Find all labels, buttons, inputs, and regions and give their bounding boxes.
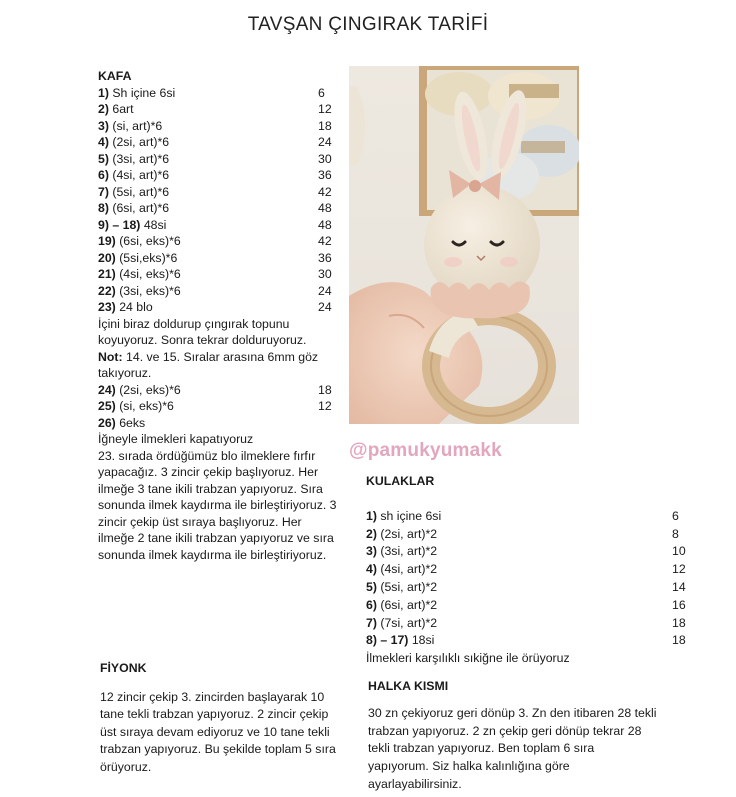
row-number: 6) (98, 168, 109, 182)
stitch-count: 36 (318, 168, 332, 182)
stitch-count: 18 (318, 382, 332, 397)
stitch-count: 30 (318, 151, 332, 166)
row-number: 1) (366, 508, 377, 523)
stitch-count: 24 (318, 300, 332, 314)
instagram-handle: @pamukyumakk (349, 440, 502, 461)
row-instruction: (2si, art)*6 (112, 135, 170, 149)
pattern-row (98, 151, 338, 168)
stitch-count: 18 (672, 615, 686, 630)
kafa-rows (98, 85, 338, 316)
stitch-count: 30 (318, 267, 332, 281)
kafa-section (98, 68, 338, 563)
row-instruction: 48si (143, 217, 167, 232)
stitch-count: 24 (318, 283, 332, 298)
row-instruction: (5si, art)*6 (112, 184, 170, 199)
row-number: 25) (98, 399, 116, 413)
pattern-row (366, 597, 686, 615)
pattern-row (98, 233, 338, 250)
pattern-row (366, 543, 686, 561)
pattern-row (98, 184, 338, 201)
row-number: 2) (366, 526, 377, 541)
row-number: 8) (98, 201, 109, 215)
row-instruction: (6si, eks)*6 (119, 234, 181, 248)
row-number: 26) (98, 415, 116, 430)
row-instruction: (4si, art)*6 (112, 168, 170, 182)
stitch-count: 12 (318, 399, 332, 413)
stitch-count (318, 415, 338, 432)
stitch-count: 36 (318, 250, 332, 265)
row-number: 8) – 17) (366, 633, 409, 648)
row-instruction: 18si (411, 633, 435, 648)
stitch-count: 16 (672, 597, 686, 612)
halka-text: 30 zn çekiyoruz geri dönüp 3. Zn den itibaren 28 tekli trabzan yapıyoruz. 2 zn çekip geri dönüp tekrar 28 tekli trabzan yapıyoruz. Ben toplam 6 sıra yapıyorum. Siz halka kalınlığına göre ayarlayabilirsiniz. (368, 705, 657, 791)
stitch-count: 10 (672, 544, 686, 559)
fiyonk-text: 12 zincir çekip 3. zincirden başlayarak 10 tane tekli trabzan yapıyoruz. 2 zincir çekip üst sıraya devam ediyoruz ve 10 tane tekli trabzan yapıyoruz. Bu şekilde toplam 5 sıra örüyoruz. (100, 689, 336, 774)
stitch-count: 6 (672, 508, 679, 523)
row-instruction: (6si, art)*6 (112, 201, 170, 215)
halka-section (368, 678, 658, 794)
row-number: 7) (366, 615, 377, 630)
stitch-count: 6 (318, 85, 325, 100)
pattern-row (98, 200, 338, 217)
pattern-row (366, 508, 686, 526)
pattern-row (366, 526, 686, 544)
row-number: 6) (366, 597, 377, 612)
row-number: 23) (98, 300, 116, 314)
row-instruction: Sh içine 6si (112, 85, 176, 100)
pattern-row (98, 398, 338, 415)
pattern-row (98, 118, 338, 135)
pattern-row (98, 101, 338, 118)
fill-note: İçini biraz doldurup çıngırak topunu koyuyoruz. Sonra tekrar dolduruyoruz. (98, 316, 307, 347)
row-instruction: (5si, art)*2 (380, 579, 438, 594)
row-instruction: (6si, art)*2 (380, 597, 438, 612)
row-number: 2) (98, 102, 109, 116)
bunny-rattle-illustration (349, 66, 579, 424)
row-instruction: (2si, art)*2 (380, 526, 438, 541)
row-number: 1) (98, 85, 109, 100)
fiyonk-section (100, 660, 340, 776)
pattern-row (98, 217, 338, 234)
row-instruction: 6eks (119, 415, 146, 430)
row-number: 19) (98, 234, 116, 248)
kulaklar-section (366, 473, 686, 668)
row-instruction: (4si, eks)*6 (119, 267, 181, 281)
row-instruction: (4si, art)*2 (380, 562, 438, 577)
kulaklar-rows (366, 508, 686, 650)
bunny-rattle-photo (349, 66, 579, 424)
pattern-row (98, 85, 338, 102)
kulaklar-closing: İlmekleri karşılıklı sıkiğne ile örüyoruz (366, 651, 570, 666)
stitch-count: 48 (318, 217, 332, 232)
page-title: TAVŞAN ÇINGIRAK TARİFİ (247, 14, 489, 35)
pattern-row (98, 382, 338, 399)
row-number: 9) – 18) (98, 217, 141, 232)
stitch-count: 24 (318, 135, 332, 149)
row-instruction: 24 blo (119, 300, 153, 314)
stitch-count: 8 (672, 526, 679, 541)
pattern-row (98, 415, 338, 432)
row-number: 3) (366, 544, 377, 559)
frill-instructions: 23. sırada ördüğümüz blo ilmeklere fırfır yapacağız. 3 zincir çekip başlıyoruz. Her ilmeğe 3 tane ikili trabzan yapıyoruz. Sıra sonunda ilmek kaydırma ile birleştiriyoruz. 3 zincir çekip üst sıraya başlıyoruz. Her ilmeğe 2 tane ikili trabzan yapıyoruz ve sıra sonunda ilmek kaydırma ile birleştiriyoruz. (98, 448, 337, 562)
row-instruction: (5si,eks)*6 (119, 250, 178, 265)
stitch-count: 18 (318, 118, 332, 133)
stitch-count: 18 (672, 633, 686, 648)
row-instruction: (3si, art)*6 (112, 151, 170, 166)
row-instruction: (2si, eks)*6 (119, 382, 181, 397)
row-instruction: (3si, art)*2 (380, 544, 438, 559)
row-instruction: 6art (112, 102, 134, 116)
stitch-count: 12 (318, 102, 332, 116)
pattern-row (98, 283, 338, 300)
kafa-rows-2 (98, 382, 338, 432)
not-text: 14. ve 15. Sıralar arasına 6mm göz takıyoruz. (98, 349, 319, 380)
halka-heading: HALKA KISMI (368, 679, 449, 693)
row-number: 24) (98, 382, 116, 397)
stitch-count: 12 (672, 562, 686, 577)
pattern-row (366, 632, 686, 650)
row-instruction: (3si, eks)*6 (119, 283, 181, 298)
fiyonk-heading: FİYONK (100, 661, 147, 675)
pattern-row (98, 134, 338, 151)
pattern-row (366, 579, 686, 597)
stitch-count: 14 (672, 579, 686, 594)
row-number: 4) (366, 562, 377, 577)
row-number: 7) (98, 184, 109, 199)
stitch-count: 42 (318, 234, 332, 248)
row-instruction: (si, eks)*6 (119, 399, 174, 413)
row-number: 3) (98, 118, 109, 133)
row-number: 20) (98, 250, 116, 265)
pattern-row (366, 561, 686, 579)
row-number: 5) (366, 579, 377, 594)
pattern-row (366, 615, 686, 633)
row-number: 4) (98, 135, 109, 149)
row-number: 22) (98, 283, 116, 298)
pattern-row (98, 266, 338, 283)
row-instruction: (7si, art)*2 (380, 615, 438, 630)
row-instruction: (si, art)*6 (112, 118, 163, 133)
stitch-count: 42 (318, 184, 332, 199)
pattern-row (98, 299, 338, 316)
stitch-count: 48 (318, 201, 332, 215)
not-label: Not: (98, 349, 123, 364)
pattern-row (98, 250, 338, 267)
row-instruction: sh içine 6si (380, 508, 442, 523)
row-number: 21) (98, 267, 116, 281)
closing-note: İğneyle ilmekleri kapatıyoruz (98, 432, 254, 446)
eye-note (98, 349, 338, 382)
pattern-row (98, 167, 338, 184)
row-number: 5) (98, 151, 109, 166)
kafa-heading: KAFA (98, 69, 132, 83)
kulaklar-heading: KULAKLAR (366, 474, 435, 488)
